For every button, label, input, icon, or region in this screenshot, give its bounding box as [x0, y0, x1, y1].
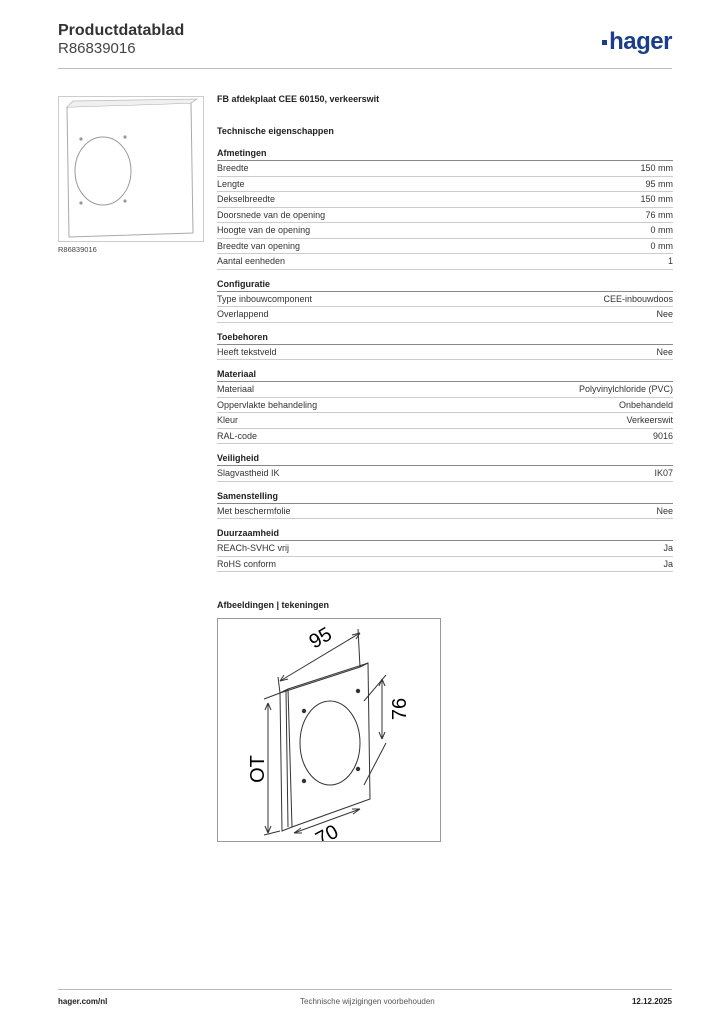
property-value: Ja	[663, 558, 673, 569]
property-value: Onbehandeld	[618, 399, 673, 410]
property-label: Materiaal	[217, 384, 255, 394]
property-value: 150 mm	[640, 194, 673, 204]
property-value: Ja	[663, 543, 673, 553]
property-label: RAL-code	[217, 430, 258, 441]
page-title: Productdatablad	[58, 22, 185, 39]
property-value: Verkeerswit	[626, 415, 673, 425]
property-row	[217, 345, 673, 361]
footer-date: 12.12.2025	[631, 997, 672, 1006]
group-title: Samenstelling	[217, 491, 673, 504]
property-row	[217, 413, 673, 429]
property-value: Polyvinylchloride (PVC)	[578, 384, 673, 394]
property-row	[217, 177, 673, 193]
property-group	[217, 528, 673, 572]
footer-disclaimer: Technische wijzigingen voorbehouden	[300, 997, 435, 1006]
property-row	[217, 292, 673, 308]
header-divider	[58, 68, 672, 69]
property-value: Nee	[656, 505, 673, 516]
property-group	[217, 369, 673, 444]
technical-drawing	[217, 618, 441, 842]
property-row	[217, 161, 673, 177]
property-label: Doorsnede van de opening	[217, 209, 326, 220]
property-row	[217, 466, 673, 482]
property-row	[217, 557, 673, 573]
property-label: Hoogte van de opening	[217, 225, 311, 235]
property-value: 95 mm	[645, 178, 673, 189]
property-value: 1	[667, 256, 673, 266]
group-title: Toebehoren	[217, 332, 673, 345]
property-row	[217, 398, 673, 414]
product-name: FB afdekplaat CEE 60150, verkeerswit	[217, 94, 380, 104]
property-value: 150 mm	[640, 163, 673, 173]
footer-divider	[58, 989, 672, 990]
group-title: Afmetingen	[217, 148, 673, 161]
property-row	[217, 307, 673, 323]
property-label: REACh-SVHC vrij	[217, 543, 290, 553]
property-value: IK07	[654, 468, 673, 478]
property-row	[217, 429, 673, 445]
property-group	[217, 491, 673, 520]
property-row	[217, 223, 673, 239]
property-label: Breedte	[217, 163, 249, 173]
property-label: Lengte	[217, 178, 245, 189]
property-value: CEE-inbouwdoos	[603, 293, 673, 304]
product-image	[58, 96, 204, 242]
property-row	[217, 541, 673, 557]
property-value: 76 mm	[645, 209, 673, 220]
property-label: RoHS conform	[217, 558, 277, 569]
property-value: 9016	[652, 430, 673, 441]
property-group	[217, 279, 673, 323]
property-row	[217, 382, 673, 398]
dim-top: 95	[305, 623, 336, 654]
product-code: R86839016	[58, 40, 136, 57]
property-label: Slagvastheid IK	[217, 468, 280, 478]
property-row	[217, 254, 673, 270]
group-title: Configuratie	[217, 279, 673, 292]
section-title: Technische eigenschappen	[217, 126, 334, 136]
image-caption: R86839016	[58, 245, 97, 254]
property-label: Overlappend	[217, 309, 269, 319]
property-groups	[217, 148, 673, 572]
property-group	[217, 453, 673, 482]
property-row	[217, 239, 673, 255]
property-group	[217, 148, 673, 270]
hager-logo	[602, 28, 672, 56]
group-title: Materiaal	[217, 369, 673, 382]
property-label: Dekselbreedte	[217, 194, 276, 204]
group-title: Duurzaamheid	[217, 528, 673, 541]
property-row	[217, 504, 673, 520]
logo-dot-icon	[602, 40, 607, 45]
drawing-title: Afbeeldingen | tekeningen	[217, 600, 330, 610]
property-label: Oppervlakte behandeling	[217, 399, 318, 410]
property-label: Heeft tekstveld	[217, 346, 277, 357]
property-label: Kleur	[217, 415, 239, 425]
property-value: 0 mm	[650, 240, 673, 251]
property-label: Type inbouwcomponent	[217, 293, 313, 304]
dim-bottom: 70	[312, 820, 343, 841]
dim-left: OT	[247, 755, 269, 783]
property-value: Nee	[656, 346, 673, 357]
property-group	[217, 332, 673, 361]
property-value: Nee	[656, 309, 673, 319]
logo-text: hager	[609, 28, 672, 55]
property-row	[217, 192, 673, 208]
property-label: Aantal eenheden	[217, 256, 286, 266]
group-title: Veiligheid	[217, 453, 673, 466]
properties-panel	[217, 94, 673, 581]
footer-website[interactable]: hager.com/nl	[58, 997, 108, 1006]
property-label: Breedte van opening	[217, 240, 301, 251]
property-value: 0 mm	[650, 225, 673, 235]
property-label: Met beschermfolie	[217, 505, 291, 516]
dim-right: 76	[389, 697, 411, 721]
property-row	[217, 208, 673, 224]
